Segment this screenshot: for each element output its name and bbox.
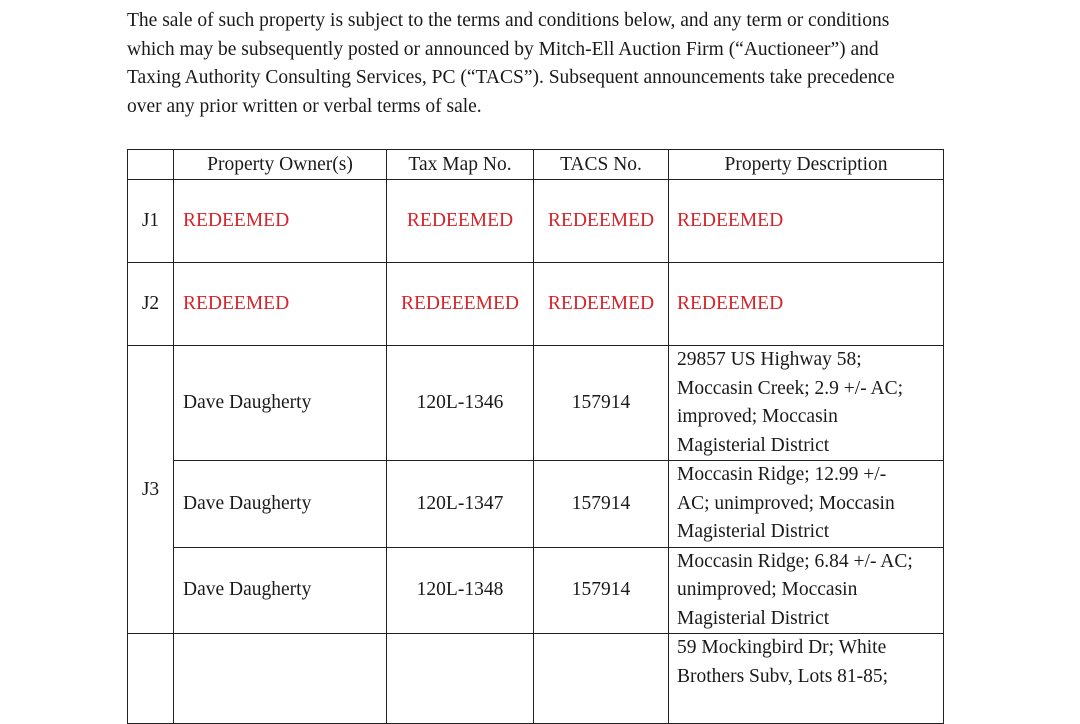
header-tax-map: Tax Map No. [387, 150, 534, 180]
description-line: Magisterial District [677, 607, 830, 629]
intro-line: Taxing Authority Consulting Services, PC (“TACS”). Subsequent announcements take precedence [127, 67, 895, 88]
description-cell [669, 547, 944, 634]
owner-cell: Dave Daugherty [174, 346, 387, 461]
owner-cell [174, 634, 387, 724]
description-line: Brothers Subv, Lots 81-85; [677, 665, 889, 687]
description-line: Moccasin Creek; 2.9 +/- AC; [677, 377, 904, 399]
tax-map-cell [387, 634, 534, 724]
owner-cell: Dave Daugherty [174, 547, 387, 634]
tacs-cell: REDEEMED [534, 180, 669, 263]
description-cell [669, 263, 944, 346]
header-tacs: TACS No. [534, 150, 669, 180]
tax-map-cell: 120L-1347 [387, 461, 534, 548]
table-row [128, 263, 944, 346]
description-cell [669, 180, 944, 263]
header-description: Property Description [669, 150, 944, 180]
description-line: Moccasin Ridge; 12.99 +/- [677, 464, 887, 485]
description-line: unimproved; Moccasin [677, 579, 858, 600]
tax-map-cell: 120L-1348 [387, 547, 534, 634]
property-table [127, 149, 944, 724]
tax-map-cell: 120L-1346 [387, 346, 534, 461]
table-header-row [128, 150, 944, 180]
description-line: 59 Mockingbird Dr; White [677, 637, 887, 658]
table-row [128, 547, 944, 634]
tacs-cell: 157914 [534, 547, 669, 634]
owner-cell: Dave Daugherty [174, 461, 387, 548]
lot-number: J2 [128, 263, 174, 346]
lot-number [128, 634, 174, 724]
description-line: improved; Moccasin [677, 406, 838, 427]
description-line: REDEEMED [677, 209, 784, 231]
owner-cell: REDEEMED [174, 263, 387, 346]
intro-line: over any prior written or verbal terms of sale. [127, 95, 482, 117]
header-lot [128, 150, 174, 180]
tacs-cell: 157914 [534, 461, 669, 548]
description-line: Moccasin Ridge; 6.84 +/- AC; [677, 550, 913, 572]
tacs-cell: 157914 [534, 346, 669, 461]
intro-line: The sale of such property is subject to the terms and conditions below, and any term or conditions [127, 10, 890, 31]
tacs-cell: REDEEMED [534, 263, 669, 346]
description-line: Magisterial District [677, 434, 830, 456]
table-row [128, 634, 944, 724]
lot-number: J3 [128, 346, 174, 634]
owner-cell: REDEEMED [174, 180, 387, 263]
tax-map-cell: REDEEEMED [387, 263, 534, 346]
table-row [128, 461, 944, 548]
intro-paragraph [127, 7, 957, 121]
lot-number: J1 [128, 180, 174, 263]
tax-map-cell: REDEEMED [387, 180, 534, 263]
description-line: 29857 US Highway 58; [677, 349, 862, 370]
tacs-cell [534, 634, 669, 724]
description-line: REDEEMED [677, 292, 784, 314]
description-line: AC; unimproved; Moccasin [677, 492, 895, 514]
table-row [128, 180, 944, 263]
description-cell [669, 634, 944, 724]
header-owner: Property Owner(s) [174, 150, 387, 180]
description-cell [669, 346, 944, 461]
description-line: Magisterial District [677, 521, 830, 542]
table-row [128, 346, 944, 461]
intro-line: which may be subsequently posted or announced by Mitch-Ell Auction Firm (“Auctioneer”) and [127, 38, 879, 60]
description-cell [669, 461, 944, 548]
